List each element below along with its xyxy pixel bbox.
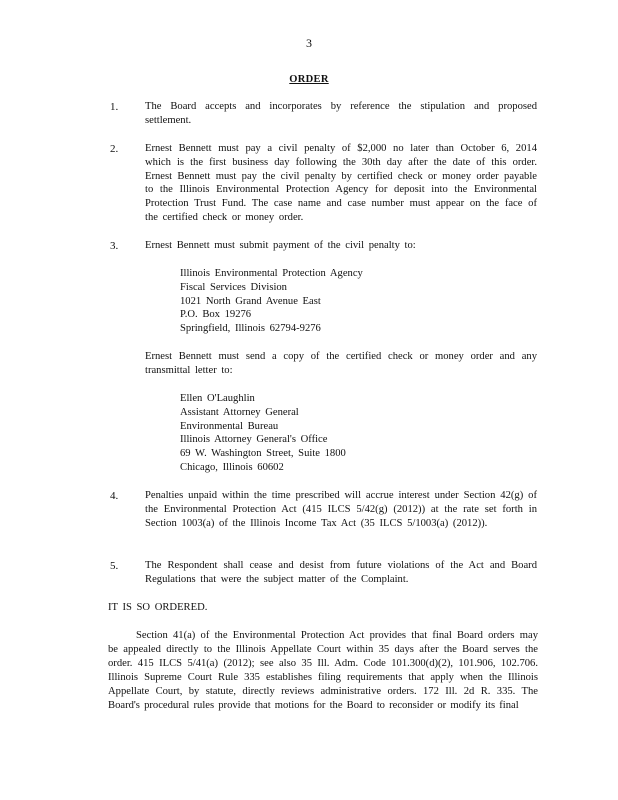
item-text: Penalties unpaid within the time prescribed will accrue interest under Section 42(g) of the Environmental Protection Act (415 ILCS 5/42(g) (2012)) at the rate set forth in Section 1003(a) of the Illinois Income Tax Act (35 ILCS 5/1003(a) (2012)). [145,490,537,529]
page-number: 3 [306,36,312,50]
item-number: 1. [110,101,119,113]
item-text: Ernest Bennett must submit payment of the civil penalty to: [145,240,416,251]
address-line: 69 W. Washington Street, Suite 1800 [180,448,346,460]
item-number: 4. [110,490,119,502]
item-text: The Board accepts and incorporates by reference the stipulation and proposed settlement. [145,101,537,126]
item-number: 5. [110,560,119,572]
item-text: The Respondent shall cease and desist from future violations of the Act and Board Regulations that were the subject matter of the Complaint. [145,560,537,585]
order-heading-text: ORDER [289,74,329,85]
copy-address [180,392,346,475]
address-line: Chicago, Illinois 60602 [180,461,284,473]
appeal-paragraph-text: Section 41(a) of the Environmental Protection Act provides that final Board orders may be appealed directly to the Illinois Appellate Court within 35 days after the Board serves the order. 415 ILCS 5/41(a) (2012); see also 35 Ill. Adm. Code 101.300(d)(2), 101.906, 102.706. Illinois Supreme Court Rule 335 establishes filing requirements that apply when the Illinois Appellate Court, by statute, directly reviews administrative orders. 172 Ill. 2d R. 335. The Board's procedural rules provide that motions for the Board to reconsider or modify its final [108,630,538,711]
address-line: Illinois Environmental Protection Agency [180,268,363,279]
item-number: 3. [110,240,119,252]
address-line: P.O. Box 19276 [180,309,252,321]
address-line: Fiscal Services Division [180,281,287,293]
item-number: 2. [110,143,119,155]
address-line: 1021 North Grand Avenue East [180,295,321,307]
item-text: Ernest Bennett must pay a civil penalty of $2,000 no later than October 6, 2014 which is the first business day following the 30th day after the date of this order. Ernest Bennett must pay the civil penalty by certified check or money order payable to the Illinois Environmental Protection Agency for deposit into the Environmental Protection Trust Fund. The case name and case number must appear on the face of the certified check or money order. [145,143,537,223]
copy-instruction: Ernest Bennett must send a copy of the certified check or money order and any transmittal letter to: [145,351,537,376]
appeal-paragraph [108,629,538,713]
address-line: Assistant Attorney General [180,406,299,418]
address-line: Environmental Bureau [180,420,279,432]
address-line: Illinois Attorney General's Office [180,434,328,446]
so-ordered: IT IS SO ORDERED. [108,602,208,613]
payment-address [180,267,363,336]
address-line: Springfield, Illinois 62794-9276 [180,323,321,335]
order-heading [0,74,618,85]
address-line: Ellen O'Laughlin [180,393,255,404]
